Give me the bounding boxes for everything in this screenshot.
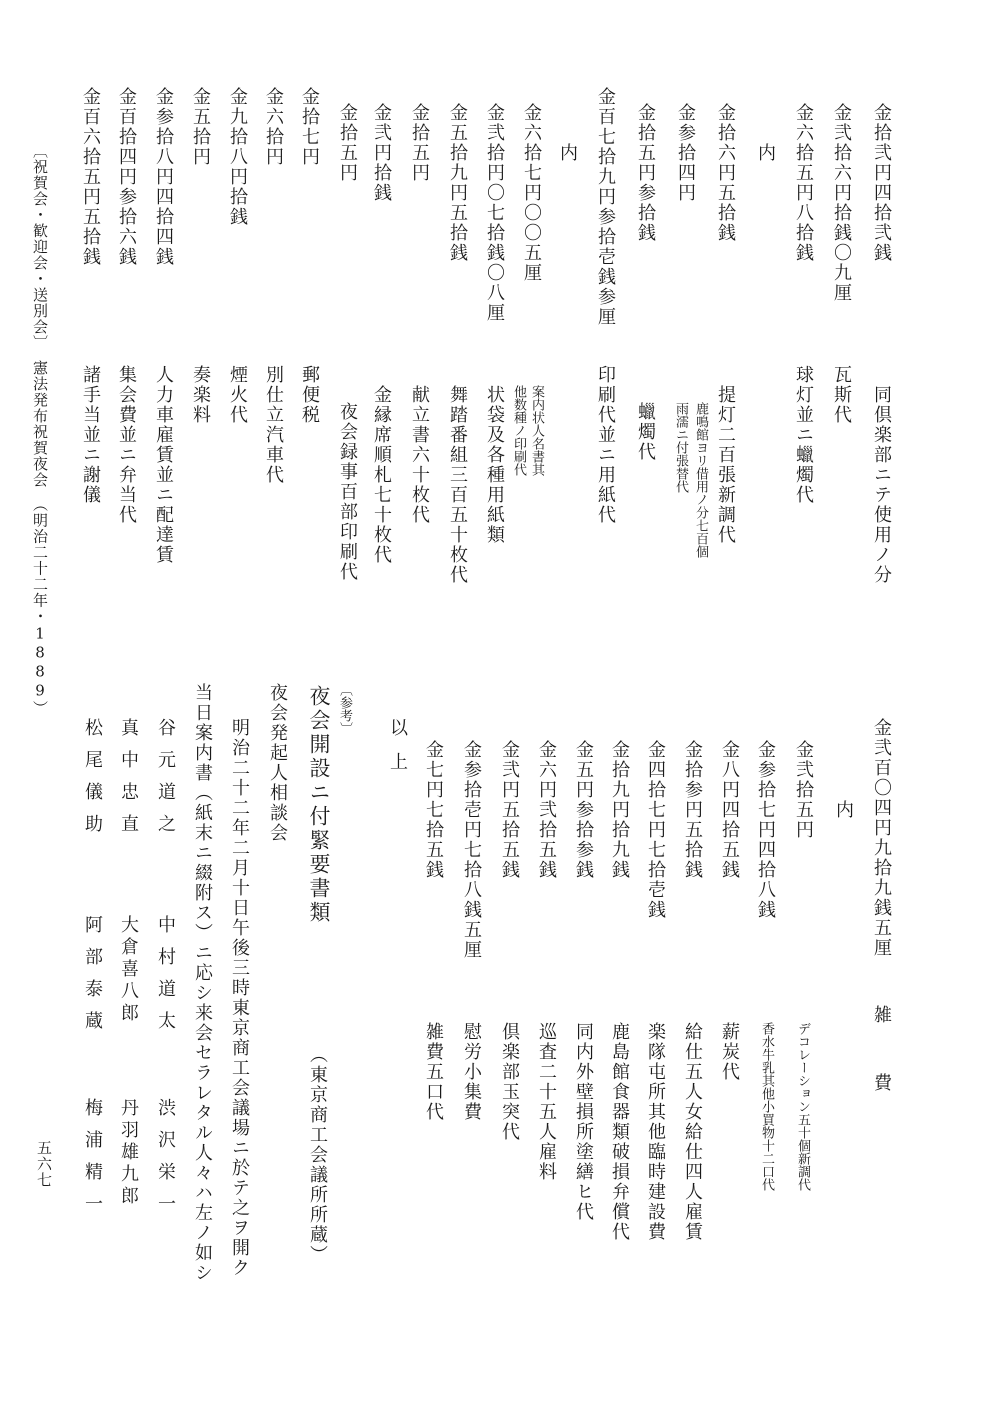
item-description: 献立書六十枚代 bbox=[409, 385, 430, 525]
item-description: 給仕五人女給仕四人雇賃 bbox=[682, 1022, 703, 1242]
item-description: 印刷代並ニ用紙代 bbox=[595, 365, 616, 525]
amount-col: 金拾七円 bbox=[299, 87, 320, 167]
amount-col: 金拾五円 bbox=[337, 103, 358, 183]
reference-source: （東京商工会議所所蔵） bbox=[307, 1045, 328, 1265]
item-description: 蠟燭代 bbox=[635, 402, 656, 462]
reference-line: 夜会発起人相談会 bbox=[267, 683, 288, 843]
amount-col: 金弐拾五円 bbox=[793, 740, 814, 840]
attendee-name: 阿部泰蔵 bbox=[82, 915, 103, 1043]
item-note: 鹿鳴館ヨリ借用ノ分七百個 bbox=[693, 402, 708, 558]
item-description: 提灯二百張新調代 bbox=[715, 385, 736, 545]
amount-col: 金弐円拾銭 bbox=[371, 103, 392, 203]
reference-title: 夜会開設ニ付緊要書類 bbox=[307, 685, 331, 925]
section-label: 〔祝賀会・歓迎会・送別会〕 bbox=[31, 143, 49, 351]
item-description: 雑費五口代 bbox=[423, 1022, 444, 1122]
item-description: 舞踏番組三百五十枚代 bbox=[447, 385, 468, 585]
amount-col: 金拾九円拾九銭 bbox=[609, 740, 630, 880]
item-description: 薪炭代 bbox=[719, 1022, 740, 1082]
amount-col: 金五拾円 bbox=[190, 87, 211, 167]
item-description: 同倶楽部ニテ使用ノ分 bbox=[871, 385, 892, 585]
item-description: 夜会録事百部印刷代 bbox=[337, 402, 358, 582]
amount-col: 金拾五円参拾銭 bbox=[635, 103, 656, 243]
item-description: 楽隊屯所其他臨時建設費 bbox=[645, 1022, 666, 1242]
amount-col: 金弐拾円〇七拾銭〇八厘 bbox=[484, 103, 505, 323]
amount-col: 金弐円五拾五銭 bbox=[499, 740, 520, 880]
amount-col: 金九拾八円拾銭 bbox=[227, 87, 248, 227]
breakdown-marker: 内 bbox=[755, 143, 776, 163]
reference-line: 明治二十二年二月十日午後三時東京商工会議場ニ於テ之ヲ開ク bbox=[229, 718, 250, 1278]
attendee-name: 渋沢栄一 bbox=[155, 1098, 176, 1226]
amount-col: 金拾弐円四拾弐銭 bbox=[871, 103, 892, 263]
attendee-name: 真中忠直 bbox=[118, 718, 139, 846]
amount-col: 金八円四拾五銭 bbox=[719, 740, 740, 880]
amount-col: 金六拾五円八拾銭 bbox=[793, 103, 814, 263]
reference-label: 〔参考〕 bbox=[337, 683, 352, 735]
item-description: 金縁席順札七十枚代 bbox=[371, 385, 392, 565]
item-note: 雨濡ニ付張替代 bbox=[673, 402, 688, 493]
category-label: 雑 費 bbox=[871, 1005, 892, 1107]
amount-col: 金弐百〇四円九拾九銭五厘 bbox=[871, 718, 892, 958]
item-description: 奏楽料 bbox=[190, 365, 211, 425]
amount-col: 金百七拾九円参拾壱銭参厘 bbox=[595, 87, 616, 327]
item-description: 諸手当並ニ謝儀 bbox=[80, 365, 101, 505]
item-description: 瓦斯代 bbox=[831, 365, 852, 425]
item-description: デコレーション五十個新調代 bbox=[795, 1022, 810, 1191]
breakdown-marker: 内 bbox=[557, 143, 578, 163]
amount-col: 金百拾四円参拾六銭 bbox=[116, 87, 137, 267]
item-description: 慰労小集費 bbox=[461, 1022, 482, 1122]
item-description: 鹿島館食器類破損弁償代 bbox=[609, 1022, 630, 1242]
attendee-name: 丹羽雄九郎 bbox=[118, 1098, 139, 1208]
reference-line: 当日案内書（紙末ニ綴附ス）ニ応シ来会セラレタル人々ハ左ノ如シ bbox=[192, 683, 213, 1283]
attendee-name: 松尾儀助 bbox=[82, 718, 103, 846]
amount-col: 金五拾九円五拾銭 bbox=[447, 103, 468, 263]
amount-col: 金参拾七円四拾八銭 bbox=[755, 740, 776, 920]
attendee-name: 梅浦精一 bbox=[82, 1098, 103, 1226]
amount-col: 金参拾四円 bbox=[675, 103, 696, 203]
item-description: 球灯並ニ蠟燭代 bbox=[793, 365, 814, 505]
item-note: 案内状人名書其 bbox=[529, 385, 544, 476]
amount-col: 金五円参拾参銭 bbox=[573, 740, 594, 880]
breakdown-marker: 内 bbox=[833, 800, 854, 820]
amount-col: 金拾六円五拾銭 bbox=[715, 103, 736, 243]
item-description: 香水牛乳其他小買物十二口代 bbox=[759, 1022, 774, 1191]
item-description: 同内外壁損所塗繕ヒ代 bbox=[573, 1022, 594, 1222]
attendee-name: 大倉喜八郎 bbox=[118, 915, 139, 1025]
item-description: 人力車雇賃並ニ配達賃 bbox=[153, 365, 174, 565]
amount-col: 金四拾七円七拾壱銭 bbox=[645, 740, 666, 920]
item-description: 状袋及各種用紙類 bbox=[484, 385, 505, 545]
attendee-name: 谷元道之 bbox=[155, 718, 176, 846]
amount-col: 金六拾七円〇〇五厘 bbox=[521, 103, 542, 283]
page-title: 憲法発布祝賀夜会 （明治二十二年・1889） bbox=[31, 360, 49, 717]
amount-col: 金参拾八円四拾四銭 bbox=[153, 87, 174, 267]
amount-col: 金六拾円 bbox=[263, 87, 284, 167]
amount-col: 金百六拾五円五拾銭 bbox=[80, 87, 101, 267]
item-description: 煙火代 bbox=[227, 365, 248, 425]
item-description: 巡査二十五人雇料 bbox=[536, 1022, 557, 1182]
amount-col: 金拾五円 bbox=[409, 103, 430, 183]
item-description: 倶楽部玉突代 bbox=[499, 1022, 520, 1142]
attendee-name: 中村道太 bbox=[155, 915, 176, 1043]
amount-col: 金弐拾六円拾銭〇九厘 bbox=[831, 103, 852, 303]
amount-col: 金拾参円五拾銭 bbox=[682, 740, 703, 880]
item-description: 郵便税 bbox=[299, 365, 320, 425]
total-marker: 以上 bbox=[387, 718, 408, 786]
amount-col: 金参拾壱円七拾八銭五厘 bbox=[461, 740, 482, 960]
item-description: 集会費並ニ弁当代 bbox=[116, 365, 137, 525]
item-description: 別仕立汽車代 bbox=[263, 365, 284, 485]
amount-col: 金七円七拾五銭 bbox=[423, 740, 444, 880]
amount-col: 金六円弐拾五銭 bbox=[536, 740, 557, 880]
page-number: 五六七 bbox=[35, 1140, 53, 1188]
item-note: 他数種ノ印刷代 bbox=[511, 385, 526, 476]
